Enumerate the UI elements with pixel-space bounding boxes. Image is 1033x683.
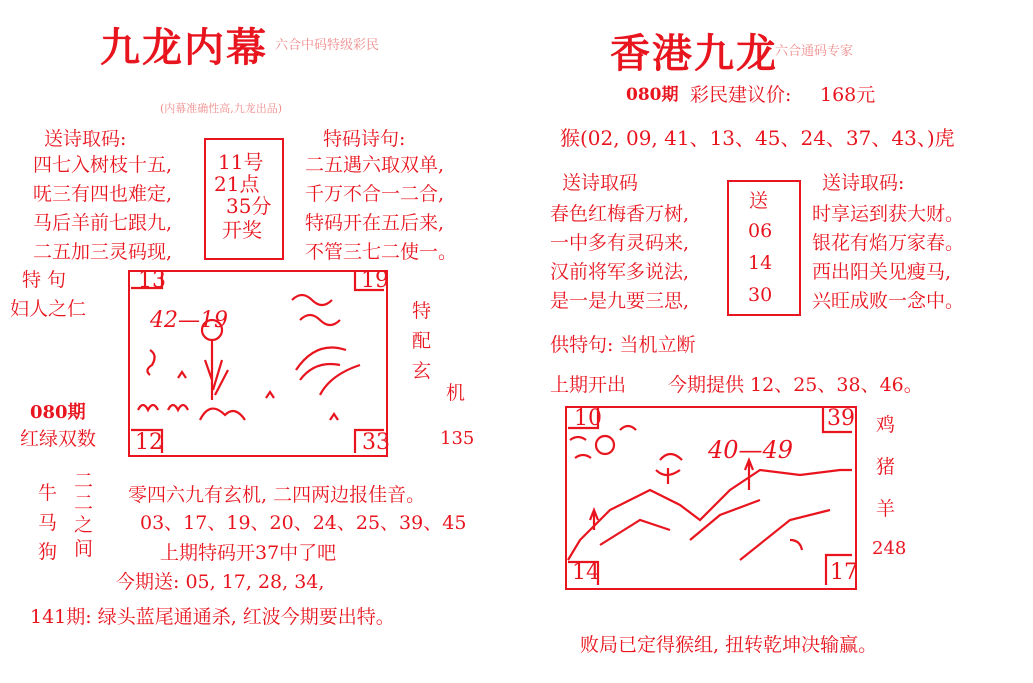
- special-text: 妇人之仁: [10, 298, 87, 320]
- last-issue: 上期特码开37中了吧: [160, 542, 337, 564]
- draw-minute: 35分: [226, 194, 272, 218]
- send-label: 送: [749, 190, 769, 212]
- right-pic-corner-tr: 39: [827, 406, 855, 431]
- verse: 零四六九有玄机, 二四两边报佳音。: [128, 484, 426, 506]
- poem-line: 马后羊前七跟九,: [33, 212, 173, 234]
- animal-ox: 牛: [38, 482, 58, 504]
- red-green: 红绿双数: [20, 428, 97, 450]
- num-248: 248: [872, 538, 907, 559]
- right-footer: 败局已定得猴组, 扭转乾坤决输赢。: [580, 634, 878, 656]
- left-poem-header: 送诗取码:: [44, 128, 127, 150]
- send-num-2: 14: [748, 252, 773, 274]
- poem-line: 是一是九要三思,: [550, 290, 690, 312]
- send-num-3: 30: [748, 284, 773, 306]
- numbers: 03、17、19、20、24、25、39、45: [140, 512, 467, 534]
- poem-line: 一中多有灵码来,: [550, 232, 690, 254]
- poem-line: 不管三七二使一。: [305, 241, 458, 263]
- right-title: 香港九龙: [610, 30, 778, 77]
- left-poem2-header: 特码诗句:: [323, 128, 406, 150]
- between-1: 二: [74, 470, 94, 492]
- peculiar-1: 特: [412, 300, 432, 322]
- price: 168元: [820, 84, 876, 106]
- peculiar-2: 配: [412, 330, 432, 352]
- right-pic-corner-bl: 14: [572, 560, 600, 585]
- right-poem2-header: 送诗取码:: [822, 172, 905, 194]
- special-label: 特 句: [22, 269, 67, 291]
- draw-day: 11号: [218, 150, 264, 174]
- supply-numbers: 今期提供 12、25、38、46。: [668, 374, 923, 396]
- poem-line: 时享运到获大财。: [812, 203, 965, 225]
- left-pic-corner-br: 33: [362, 430, 390, 455]
- right-poem-header: 送诗取码: [562, 172, 639, 194]
- peculiar-3: 玄: [412, 360, 432, 382]
- left-pic-corner-tl: 13: [138, 268, 166, 293]
- animal-dog: 狗: [38, 541, 58, 563]
- poem-line: 二五加三灵码现,: [33, 241, 173, 263]
- monkey-line: 猴(02, 09, 41、13、45、24、37、43、)虎: [560, 126, 955, 150]
- supply-line: 供特句: 当机立断: [550, 334, 696, 356]
- animal-rooster: 鸡: [876, 414, 896, 436]
- left-faint-line: (内幕准确性高,九龙出品): [160, 102, 283, 115]
- peculiar-4: 机: [446, 382, 466, 404]
- last-label: 上期开出: [550, 374, 627, 396]
- animal-horse: 马: [38, 512, 58, 534]
- price-label: 彩民建议价:: [690, 84, 792, 106]
- num-135: 135: [440, 428, 475, 449]
- poem-line: 二五遇六取双单,: [305, 154, 445, 176]
- draw-label: 开奖: [222, 218, 262, 242]
- right-title-sub: 六合通码专家: [775, 44, 854, 59]
- left-pic-corner-tr: 19: [361, 268, 389, 293]
- poem-line: 四七入树枝十五,: [33, 154, 173, 176]
- draw-hour: 21点: [214, 172, 260, 196]
- left-footer: 141期: 绿头蓝尾通通杀, 红波今期要出特。: [30, 606, 395, 628]
- poem-line: 汉前将军多说法,: [550, 261, 690, 283]
- between-2: 二: [74, 492, 94, 514]
- poem-line: 春色红梅香万树,: [550, 203, 690, 225]
- right-pic-corner-br: 17: [830, 560, 858, 585]
- poem-line: 西出阳关见瘦马,: [812, 261, 952, 283]
- between-4: 间: [74, 538, 94, 560]
- left-issue: 080期: [30, 402, 86, 423]
- this-issue: 今期送: 05, 17, 28, 34,: [116, 571, 325, 593]
- poem-line: 呒三有四也难定,: [33, 183, 173, 205]
- left-title: 九龙内幕: [100, 24, 268, 71]
- right-pic-corner-tl: 10: [574, 406, 602, 431]
- animal-goat: 羊: [876, 498, 896, 520]
- right-issue: 080期: [626, 85, 679, 105]
- animal-pig: 猪: [876, 456, 896, 478]
- poem-line: 千万不合一二合,: [305, 183, 445, 205]
- poem-line: 银花有焰万家春。: [812, 232, 965, 254]
- poem-line: 兴旺成败一念中。: [812, 290, 965, 312]
- left-pic-text: 42—19: [150, 308, 228, 333]
- right-pic-text: 40—49: [708, 436, 794, 464]
- left-pic-corner-bl: 12: [135, 430, 163, 455]
- poem-line: 特码开在五后来,: [305, 212, 445, 234]
- between-3: 之: [74, 514, 94, 536]
- send-num-1: 06: [748, 220, 773, 242]
- left-title-sub: 六合中码特级彩民: [275, 38, 380, 53]
